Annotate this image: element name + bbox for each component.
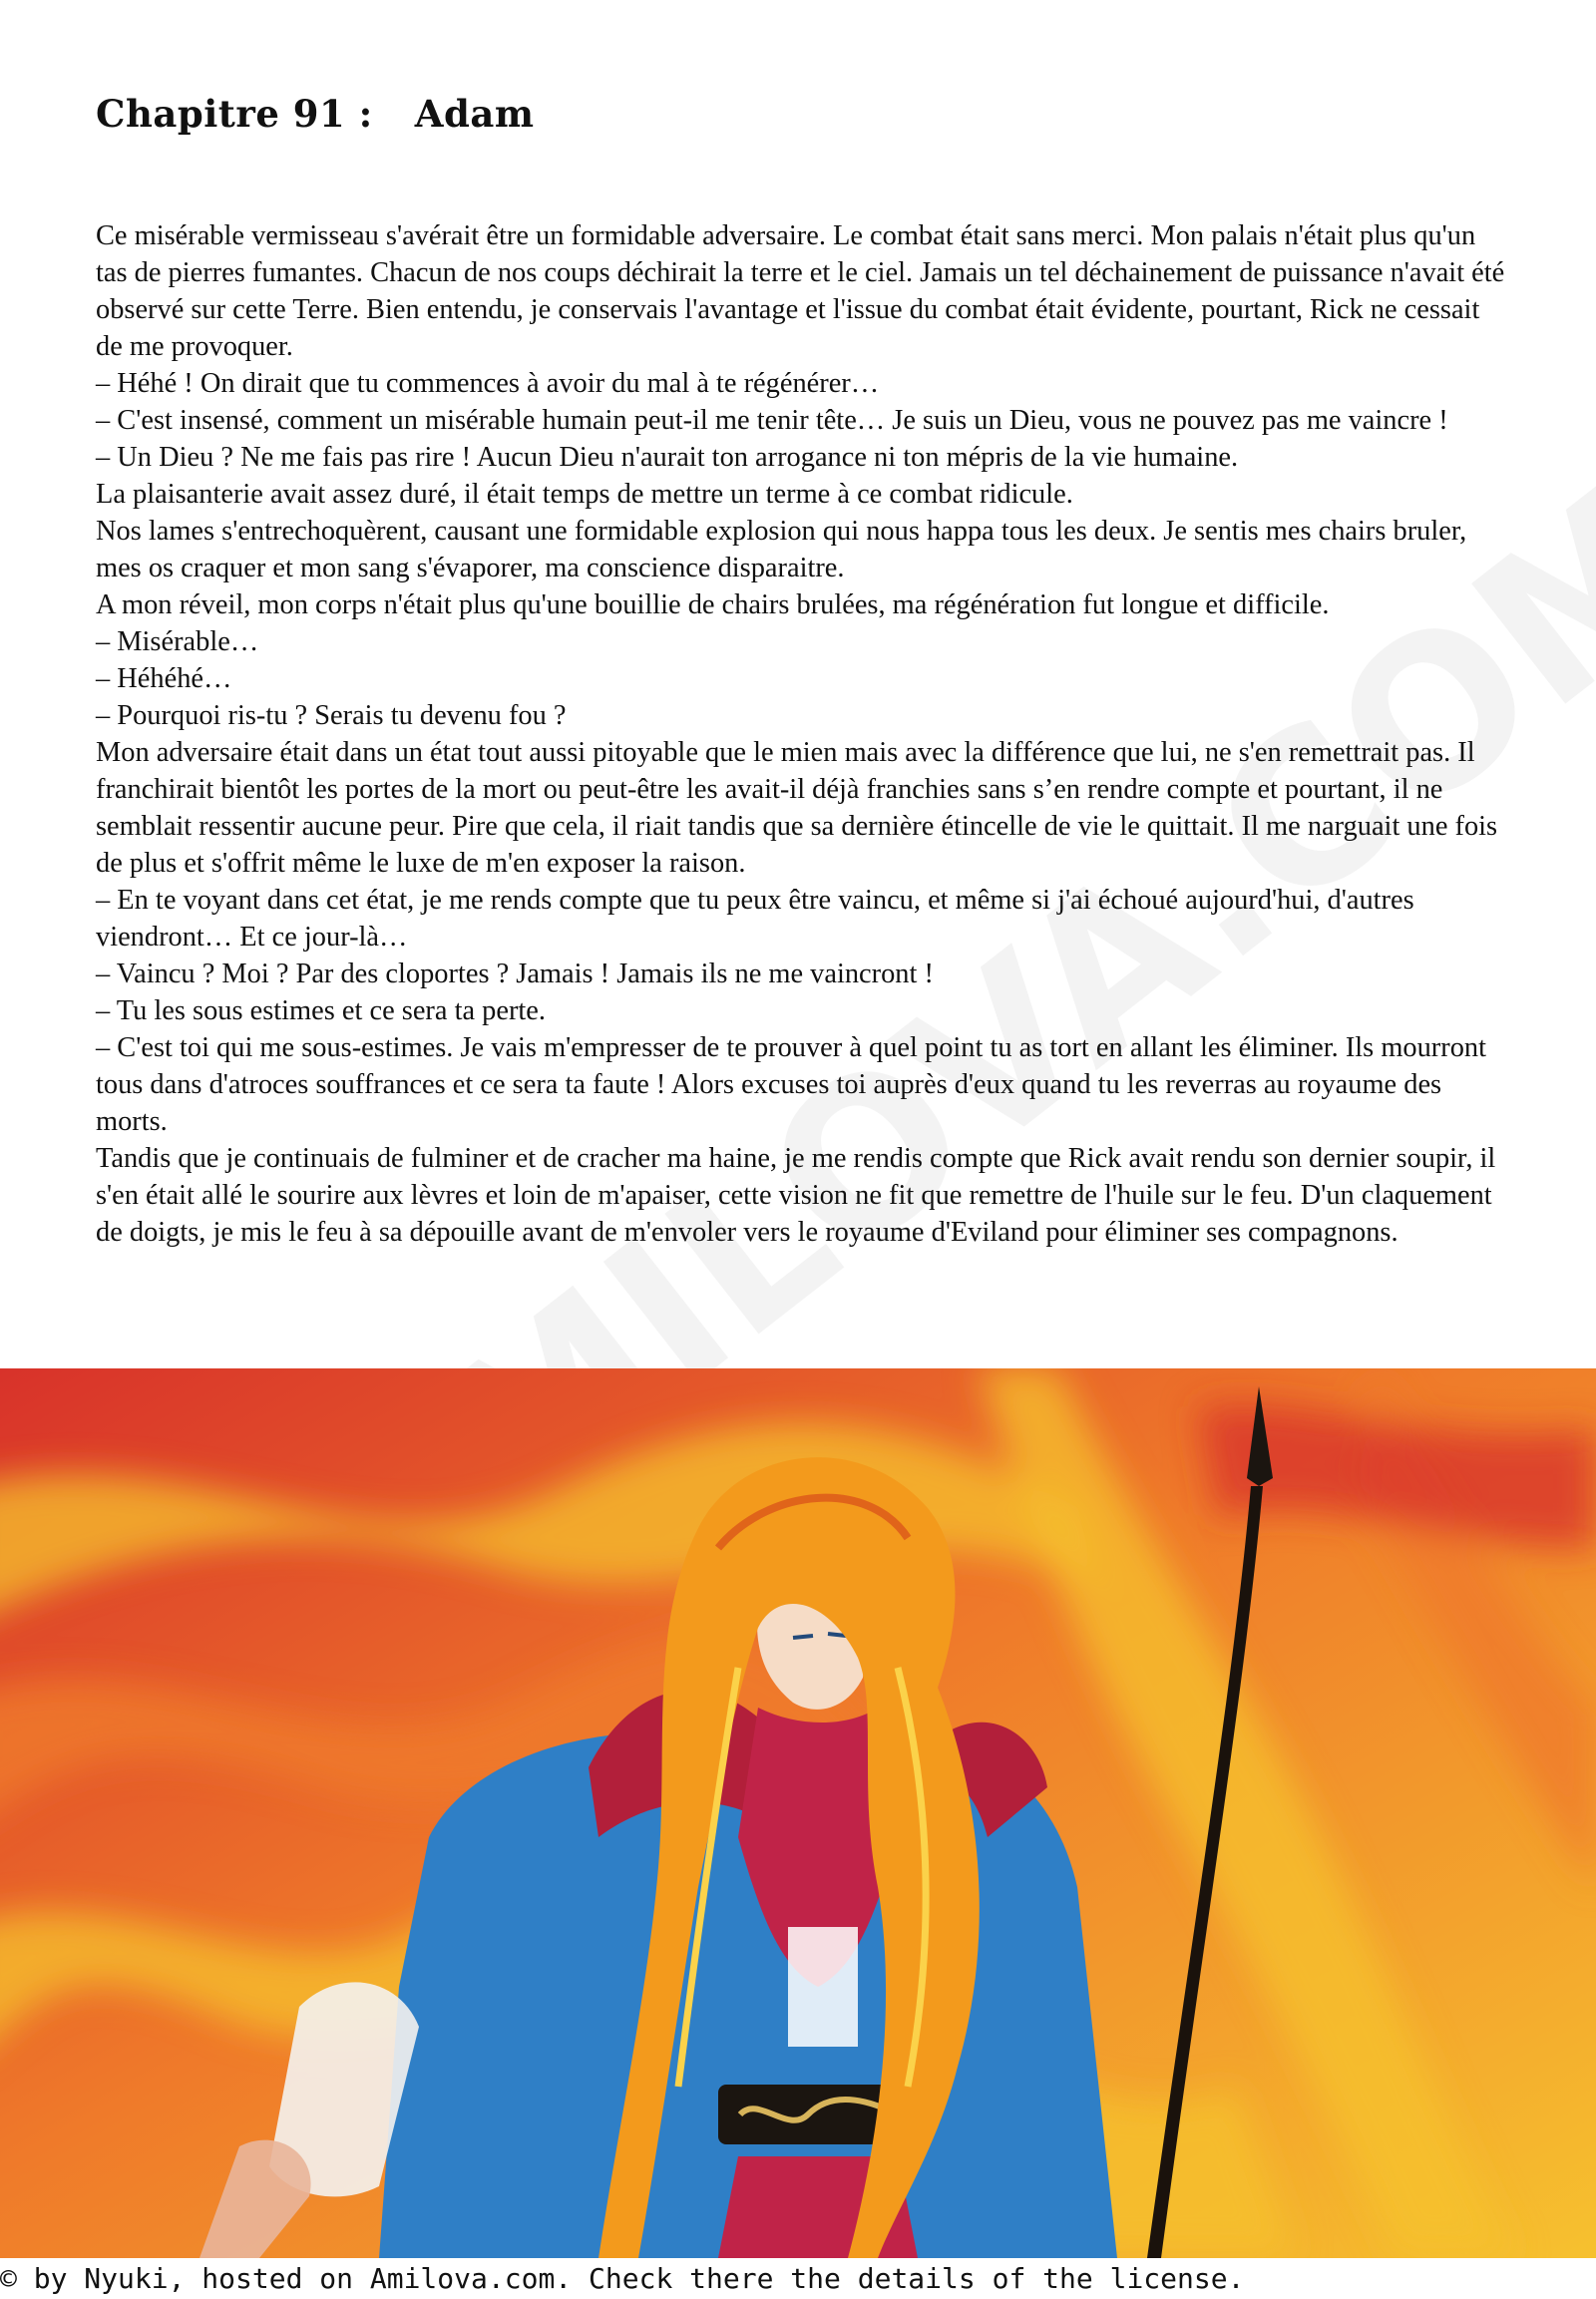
paragraph: Ce misérable vermisseau s'avérait être un formidable adversaire. Le combat était sans merci. Mon palais n'était plus qu'un tas de pierres fumantes. Chacun de nos coups déchirait la terre et le ciel. Jamais un tel déchainement de puissance n'avait été observé sur cette Terre. Bien entendu, je conservais l'avantage et l'issue du combat était évidente, pourtant, Rick ne cessait de me provoquer. bbox=[96, 220, 1505, 362]
chapter-title bbox=[96, 92, 535, 136]
fire-illustration bbox=[0, 1368, 1596, 2258]
paragraph: – Un Dieu ? Ne me fais pas rire ! Aucun Dieu n'aurait ton arrogance ni ton mépris de la vie humaine. bbox=[96, 442, 1239, 473]
paragraph: – Héhéhé… bbox=[96, 663, 232, 694]
paragraph: – Pourquoi ris-tu ? Serais tu devenu fou ? bbox=[96, 700, 567, 731]
chapter-number: Chapitre 91 : bbox=[96, 92, 373, 136]
paragraph: A mon réveil, mon corps n'était plus qu'une bouillie de chairs brulées, ma régénération fut longue et difficile. bbox=[96, 589, 1330, 620]
license-notice: © by Nyuki, hosted on Amilova.com. Check there the details of the license. bbox=[0, 2262, 1245, 2295]
story-text bbox=[96, 217, 1512, 1251]
chapter-name: Adam bbox=[414, 92, 535, 136]
paragraph: – Tu les sous estimes et ce sera ta perte. bbox=[96, 995, 547, 1026]
illustration-drawing bbox=[0, 1368, 1596, 2258]
paragraph: La plaisanterie avait assez duré, il était temps de mettre un terme à ce combat ridicule. bbox=[96, 479, 1073, 510]
paragraph: – En te voyant dans cet état, je me rends compte que tu peux être vaincu, et même si j'ai échoué aujourd'hui, d'autres viendront… Et ce jour-là… bbox=[96, 885, 1414, 953]
paragraph: – Misérable… bbox=[96, 626, 259, 657]
paragraph: Mon adversaire était dans un état tout aussi pitoyable que le mien mais avec la différence que lui, ne s'en remettrait pas. Il franchirait bientôt les portes de la mort ou peut-être les avait-il déjà franchies sans s’en rendre compte et pourtant, il ne semblait ressentir aucune peur. Pire que cela, il riait tandis que sa dernière étincelle de vie le quittait. Il me narguait une fois de plus et s'offrit même le luxe de m'en exposer la raison. bbox=[96, 737, 1498, 879]
paragraph: Nos lames s'entrechoquèrent, causant une formidable explosion qui nous happa tous les deux. Je sentis mes chairs bruler, mes os craquer et mon sang s'évaporer, ma conscience disparaitre. bbox=[96, 516, 1467, 583]
paragraph: Tandis que je continuais de fulminer et de cracher ma haine, je me rendis compte que Rick avait rendu son dernier soupir, il s'en était allé le sourire aux lèvres et loin de m'apaiser, cette vision ne fit que remettre de l'huile sur le feu. D'un claquement de doigts, je mis le feu à sa dépouille avant de m'envoler vers le royaume d'Eviland pour éliminer ses compagnons. bbox=[96, 1143, 1496, 1248]
paragraph: – C'est insensé, comment un misérable humain peut-il me tenir tête… Je suis un Dieu, vous ne pouvez pas me vaincre ! bbox=[96, 405, 1448, 436]
paragraph: – Vaincu ? Moi ? Par des cloportes ? Jamais ! Jamais ils ne me vaincront ! bbox=[96, 958, 934, 989]
paragraph: – C'est toi qui me sous-estimes. Je vais m'empresser de te prouver à quel point tu as tort en allant les éliminer. Ils mourront tous dans d'atroces souffrances et ce sera ta faute ! Alors excuses toi auprès d'eux quand tu les reverras au royaume des morts. bbox=[96, 1032, 1486, 1137]
paragraph: – Héhé ! On dirait que tu commences à avoir du mal à te régénérer… bbox=[96, 368, 880, 399]
